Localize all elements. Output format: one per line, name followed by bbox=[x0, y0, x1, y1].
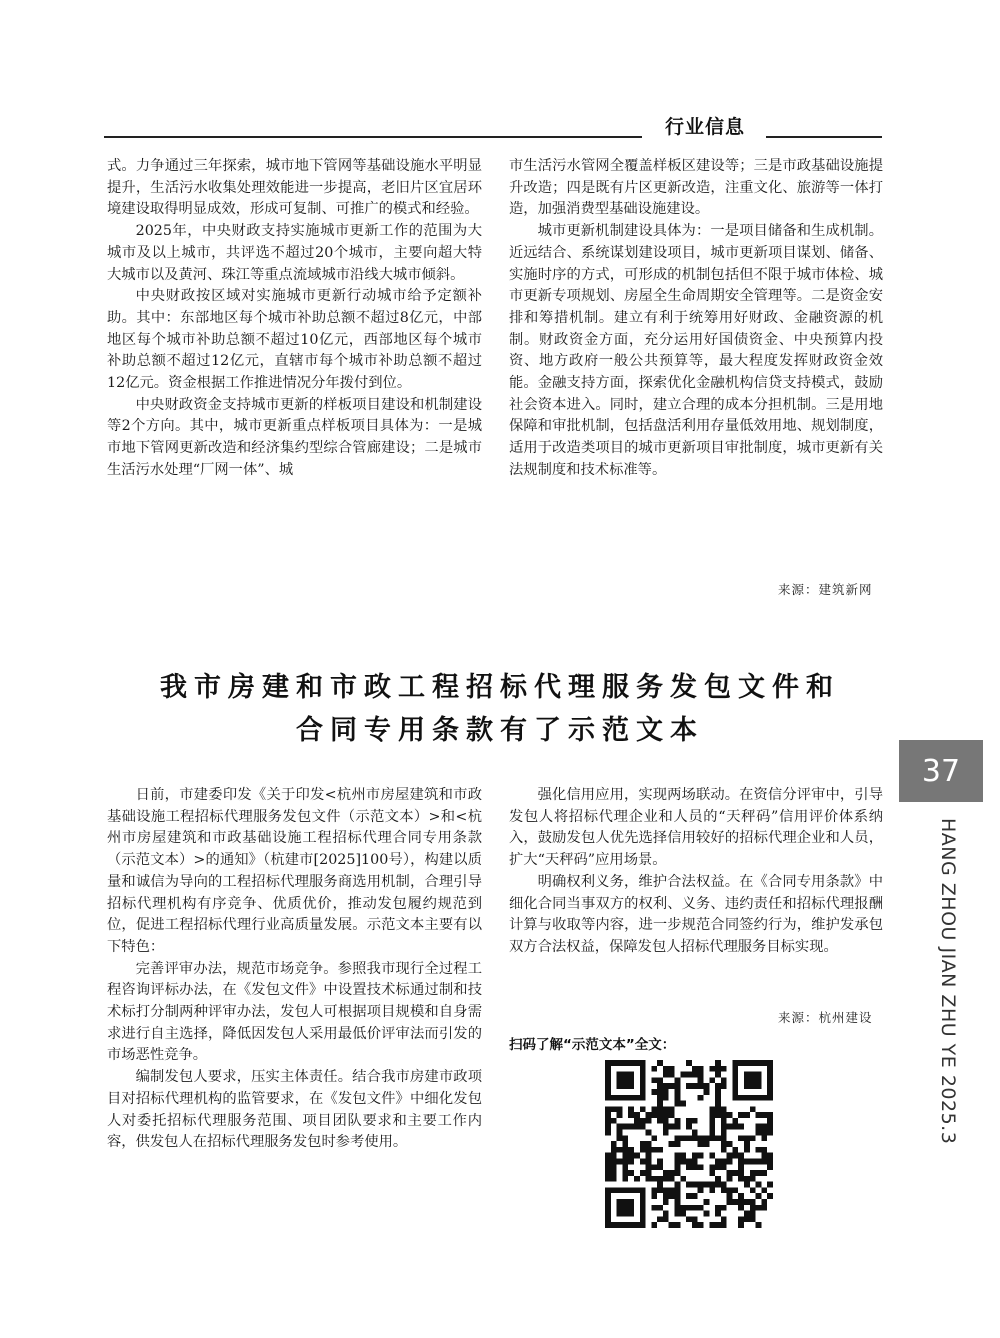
paragraph: 日前，市建委印发《关于印发<杭州市房屋建筑和市政基础设施工程招标代理服务发包文件（示范文本）>和<杭州市房屋建筑和市政基础设施工程招标代理合同专用条款（示范文本）>的通知》（杭建市[2025]100号），构建以质量和诚信为导向的工程招标代理服务商选用机制，合理引导招标代理机构有序竞争、优质优价，推动发包履约规范到位，促进工程招标代理行业高质量发展。示范文本主要有以下特色： bbox=[107, 787, 482, 955]
paragraph: 中央财政资金支持城市更新的样板项目建设和机制建设等2个方向。其中，城市更新重点样板项目具体为：一是城市地下管网更新改造和经济集约型综合管廊建设；二是城市生活污水处理“厂网一体”、城 bbox=[107, 396, 482, 478]
article1-right-column bbox=[509, 156, 883, 482]
article1-source: 来源：建筑新网 bbox=[778, 582, 873, 597]
paragraph: 明确权利义务，维护合法权益。在《合同专用条款》中细化合同当事双方的权利、义务、违约责任和招标代理报酬计算与收取等内容，进一步规范合同签约行为，维护发承包双方合法权益，保障发包人招标代理服务目标实现。 bbox=[509, 873, 883, 955]
paragraph: 强化信用应用，实现两场联动。在资信分评审中，引导发包人将招标代理企业和人员的“天秤码”信用评价体系纳入，鼓励发包人优先选择信用较好的招标代理企业和人员，扩大“天秤码”应用场景。 bbox=[509, 787, 883, 869]
article1-left-column bbox=[107, 156, 482, 482]
qr-code-icon[interactable] bbox=[605, 1060, 773, 1228]
article2-source: 来源：杭州建设 bbox=[778, 1010, 873, 1025]
paragraph: 城市更新机制建设具体为：一是项目储备和生成机制。近远结合、系统谋划建设项目，城市更新项目谋划、储备、实施时序的方式，可形成的机制包括但不限于城市体检、城市更新专项规划、房屋全生命周期安全管理等。二是资金安排和筹措机制。建立有利于统筹用好财政、金融资源的机制。财政资金方面，充分运用好国债资金、中央预算内投资、地方政府一般公共预算等，最大程度发挥财政资金效能。金融支持方面，探索优化金融机构信贷支持模式，鼓励社会资本进入。同时，建立合理的成本分担机制。三是用地保障和审批机制，包括盘活利用存量低效用地、规划制度，适用于改造类项目的城市更新项目审批制度，城市更新有关法规制度和技术标准等。 bbox=[509, 223, 883, 478]
article2-title-line1: 我市房建和市政工程招标代理服务发包文件和 bbox=[160, 672, 840, 703]
article2-right-column bbox=[509, 785, 883, 959]
paragraph: 完善评审办法，规范市场竞争。参照我市现行全过程工程咨询评标办法，在《发包文件》中设置技术标通过制和技术标打分制两种评审办法，发包人可根据项目规模和自身需求进行自主选择，降低因发包人采用最低价评审法而引发的市场恶性竞争。 bbox=[107, 960, 482, 1064]
section-label: 行业信息 bbox=[664, 116, 745, 138]
article2-title-line2: 合同专用条款有了示范文本 bbox=[296, 715, 704, 746]
header-rule-left bbox=[104, 136, 642, 138]
paragraph: 市生活污水管网全覆盖样板区建设等；三是市政基础设施提升改造；四是既有片区更新改造，注重文化、旅游等一体打造，加强消费型基础设施建设。 bbox=[509, 158, 883, 218]
qr-caption: 扫码了解“示范文本”全文： bbox=[509, 1037, 676, 1053]
article2-left-column bbox=[107, 785, 482, 1154]
magazine-vertical-title: HANG ZHOU JIAN ZHU YE 2025.3 bbox=[937, 818, 959, 1145]
paragraph: 编制发包人要求，压实主体责任。结合我市房建市政项目对招标代理机构的监管要求，在《发包文件》中细化发包人对委托招标代理服务范围、项目团队要求和主要工作内容，供发包人在招标代理服务发包时参考使用。 bbox=[107, 1069, 482, 1151]
paragraph: 中央财政按区域对实施城市更新行动城市给予定额补助。其中：东部地区每个城市补助总额不超过8亿元，中部地区每个城市补助总额不超过10亿元，西部地区每个城市补助总额不超过12亿元，直辖市每个城市补助总额不超过12亿元。资金根据工作推进情况分年拨付到位。 bbox=[107, 288, 482, 392]
paragraph: 式。力争通过三年探索，城市地下管网等基础设施水平明显提升，生活污水收集处理效能进一步提高，老旧片区宜居环境建设取得明显成效，形成可复制、可推广的模式和经验。 bbox=[107, 158, 482, 218]
header-rule-right bbox=[766, 136, 882, 138]
paragraph: 2025年，中央财政支持实施城市更新工作的范围为大城市及以上城市，共评选不超过20个城市，主要向超大特大城市以及黄河、珠江等重点流域城市沿线大城市倾斜。 bbox=[107, 223, 482, 283]
page-number-tab: 37 bbox=[899, 740, 983, 802]
